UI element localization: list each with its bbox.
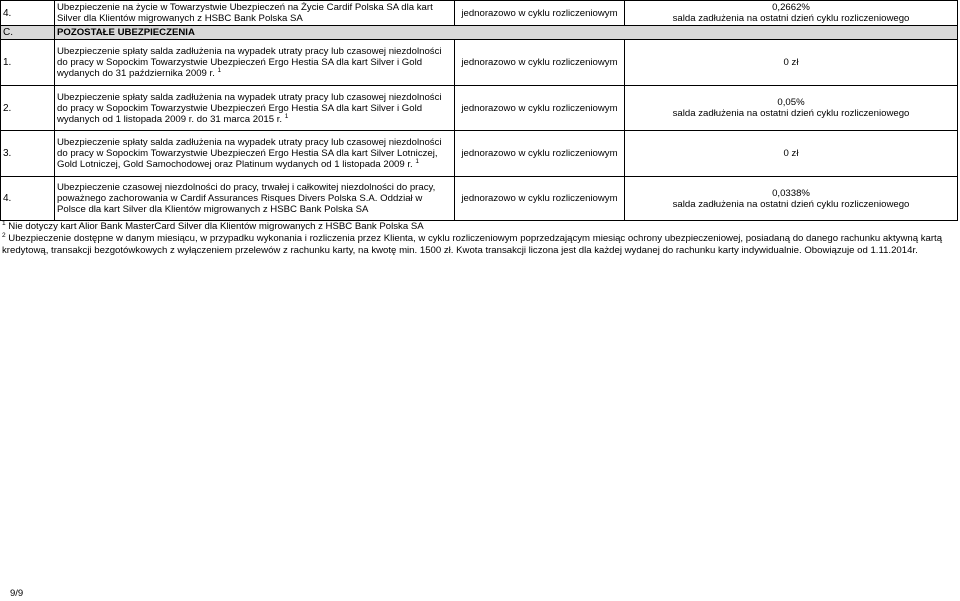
table-row-4 <box>1 177 958 221</box>
rate-value: 0,05% <box>777 97 805 108</box>
page-number: 9/9 <box>10 588 24 599</box>
footnote-ref: 1 <box>284 112 289 120</box>
row-number: 3. <box>1 131 55 177</box>
footnote-2 <box>2 233 957 257</box>
row-rate <box>625 86 958 131</box>
row-description <box>55 86 455 131</box>
section-label: C. <box>1 26 55 40</box>
row-rate <box>625 40 958 86</box>
rate-value: 0,0338% <box>772 187 810 199</box>
row-number: 4. <box>1 1 55 26</box>
rate-note: salda zadłużenia na ostatni dzień cyklu rozliczeniowego <box>672 198 910 210</box>
rate-value: 0,2662% <box>772 2 810 13</box>
footnote-mark: 1 <box>2 219 6 227</box>
rate-note: salda zadłużenia na ostatni dzień cyklu rozliczeniowego <box>672 13 910 24</box>
row-frequency: jednorazowo w cyklu rozliczeniowym <box>455 177 625 221</box>
rate-value: 0 zł <box>783 148 799 159</box>
row-frequency: jednorazowo w cyklu rozliczeniowym <box>455 86 625 131</box>
rate-value: 0 zł <box>783 57 799 68</box>
row-number: 2. <box>1 86 55 131</box>
row-frequency: jednorazowo w cyklu rozliczeniowym <box>455 40 625 86</box>
section-header-row <box>1 26 958 40</box>
section-title: POZOSTAŁE UBEZPIECZENIA <box>55 26 958 40</box>
row-frequency: jednorazowo w cyklu rozliczeniowym <box>455 131 625 177</box>
footnote-1 <box>2 221 957 233</box>
row-rate <box>625 177 958 221</box>
footnote-mark: 2 <box>2 231 6 239</box>
table-row-3 <box>1 131 958 177</box>
row-description-text: Ubezpieczenie spłaty salda zadłużenia na wypadek utraty pracy lub czasowej niezdolności do pracy w Sopockim Towarzystwie Ubezpieczeń Ergo Hestia SA dla kart Silver i Gold wydanych od 1 listopada 2009 r. do 31 marca 2015 r. <box>57 91 442 125</box>
table-row-1 <box>1 40 958 86</box>
footnote-text: Ubezpieczenie dostępne w danym miesiącu, w przypadku wykonania i rozliczenia przez Klienta, w cyklu rozliczeniowym poprzedzającym miesiąc ochrony ubezpieczeniowej, posiadaną do danego rachunku aktywną kartą kredytową, transakcji bezgotówkowych z wyłączeniem przelewów z rachunku karty, na kwotę min. 1500 zł. Kwota transakcji liczona jest dla każdej wydanej do rachunku karty indywidualnie. Obowiązuje od 1.11.2014r. <box>2 233 943 256</box>
row-description-text: Ubezpieczenie spłaty salda zadłużenia na wypadek utraty pracy lub czasowej niezdolności do pracy w Sopockim Towarzystwie Ubezpieczeń Ergo Hestia SA dla kart Silver i Gold wydanych do 31 października 2009 r. <box>57 46 442 79</box>
row-number: 4. <box>1 177 55 221</box>
row-rate <box>625 131 958 177</box>
table-row-2 <box>1 86 958 131</box>
footnote-text: Nie dotyczy kart Alior Bank MasterCard Silver dla Klientów migrowanych z HSBC Bank Polska SA <box>8 221 424 232</box>
rate-note: salda zadłużenia na ostatni dzień cyklu rozliczeniowego <box>672 108 910 119</box>
table-row-prev-4 <box>1 1 958 26</box>
row-description: Ubezpieczenie na życie w Towarzystwie Ubezpieczeń na Życie Cardif Polska SA dla kart Silver dla Klientów migrowanych z HSBC Bank Polska SA <box>55 1 455 26</box>
row-number: 1. <box>1 40 55 86</box>
fees-table <box>0 0 958 221</box>
footnote-ref: 1 <box>415 157 420 165</box>
row-rate <box>625 1 958 26</box>
row-description-text: Ubezpieczenie czasowej niezdolności do pracy, trwałej i całkowitej niezdolności do pracy, poważnego zachorowania w Cardif Assurances Risques Divers Polska S.A. Oddział w Polsce dla kart Silver dla Klientów migrowanych z HSBC Bank Polska SA <box>57 182 436 215</box>
footnotes <box>2 221 957 257</box>
row-frequency: jednorazowo w cyklu rozliczeniowym <box>455 1 625 26</box>
row-description <box>55 131 455 177</box>
row-description-text: Ubezpieczenie spłaty salda zadłużenia na wypadek utraty pracy lub czasowej niezdolności do pracy w Sopockim Towarzystwie Ubezpieczeń Ergo Hestia SA dla kart Silver Lotniczej, Gold Lotniczej, Gold Samochodowej oraz Platinum wydanych od 1 listopada 2009 r. <box>57 137 442 170</box>
row-description <box>55 177 455 221</box>
row-description <box>55 40 455 86</box>
footnote-ref: 1 <box>217 66 222 74</box>
